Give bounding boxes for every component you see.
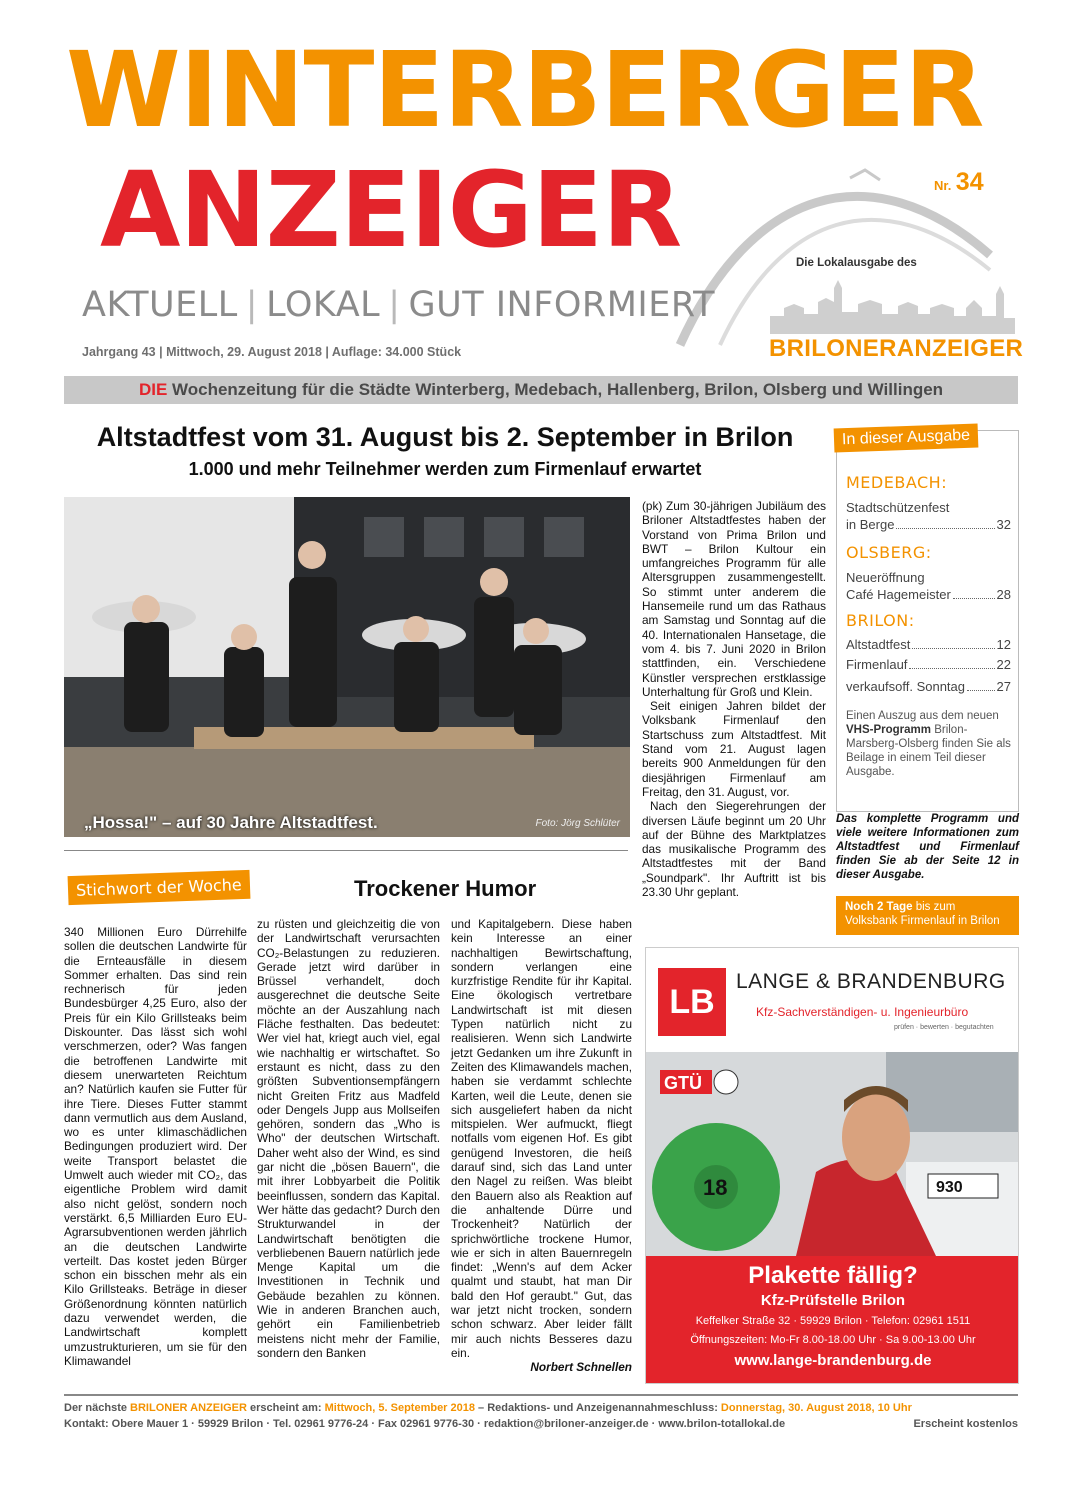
contents-section: MEDEBACH: [846,473,948,492]
program-note: Das komplette Programm und viele weitere Informationen zum Altstadtfest und Firmenlauf finden Sie ab der Seite 12 in dieser Ausgabe. [836,813,1019,881]
lead-subhead: 1.000 und mehr Teilnehmer werden zum Firmenlauf erwartet [188,459,702,479]
contents-item[interactable]: Café Hagemeister 28 [846,587,1011,602]
tagline-text: Wochenzeitung für die Städte Winterberg, Medebach, Hallenberg, Brilon, Olsberg und Willingen [167,380,944,399]
ad-footer [646,1256,1019,1384]
slogan: AKTUELL | LOKAL | GUT INFORMIERT [82,285,716,325]
ad-hours: Öffnungszeiten: Mo-Fr 8.00-18.00 Uhr · Sa 9.00-13.00 Uhr [690,1334,976,1346]
contents-item[interactable]: in Berge 32 [846,517,1011,532]
contents-tag: In dieser Ausgabe [834,423,979,452]
tagline-band [64,376,1018,404]
column-label: Stichwort der Woche [68,870,251,905]
ad-url[interactable]: www.lange-brandenburg.de [734,1352,932,1369]
footer-free: Erscheint kostenlos [913,1418,1018,1430]
column-text-3: und Kapitalgebern. Diese haben kein Interesse an einer nachhaltigen Bewirtschaftung, sondern verlangen eine kurzfristige Rendite für ihr Kapital. Eine ökologisch vertretbare Landwirtschaft ist mit diesen Typen natürlich nicht zu realisieren. Wenn sich Landwirte jetzt Gedanken um ihre Zukunft in Zeiten des Klimawandels machen, haben sie verdammt schlechte Karten, weil die Leute, denen sie sich ausgeliefert haben da nicht mitspielen. Wer aufmuckt, fliegt notfalls vom eigenen Hof. Es gibt genügend Investoren, die heiß darauf sind, sich das Land unter den Nagel zu reißen. Was bleibt den Bauern also als Reaktion auf die anhaltende Dürre und Trockenheit? Natürlich der sprichwörtliche trockene Humor, wie er sich in alten Bauernregeln findet: „Wenn's auf dem Acker qualmt und staubt, hat man Dir bald den Hof geraubt." Gut, das war jetzt nicht trocken, sondern schon schwarz. Aber leider fällt mir auch nichts Besseres dazu ein. Norbert Schnellen [451,917,632,1375]
photo-caption: „Hossa!" – auf 30 Jahre Altstadtfest. [84,813,378,832]
ad-company: LANGE & BRANDENBURG [736,970,1006,993]
contents-item[interactable]: Firmenlauf 22 [846,657,1011,672]
ad-subtitle: Kfz-Sachverständigen- u. Ingenieurbüro [756,1005,969,1019]
issue-number-value: 34 [955,168,984,196]
photo-credit: Foto: Jörg Schlüter [535,818,620,829]
plate-year: 18 [703,1175,728,1200]
issue-info: Jahrgang 43 | Mittwoch, 29. August 2018 | Auflage: 34.000 Stück [82,345,462,359]
ad-tagline: prüfen · bewerten · begutachten [894,1024,994,1031]
briloner-anzeiger-logo: BRILONERANZEIGER [769,335,1024,362]
contents-section: OLSBERG: [846,543,932,562]
ad-address: Keffelker Straße 32 · 59929 Brilon · Telefon: 02961 1511 [695,1315,971,1327]
lead-body [642,499,826,899]
gtu-logo: GTÜ [664,1073,702,1093]
contents-item[interactable]: verkaufsoff. Sonntag 27 [846,679,1011,694]
contents-item[interactable]: Stadtschützenfest [846,500,950,515]
advertisement[interactable] [645,947,1019,1384]
vhs-note: Einen Auszug aus dem neuen VHS-Programm Brilon-Marsberg-Olsberg finden Sie als Beilage in einem Teil dieser Ausgabe. [846,710,1011,778]
slogan-item: LOKAL [266,285,381,325]
footer-contact-text: Kontakt: Obere Mauer 1 · 59929 Brilon · Tel. 02961 9776-24 · Fax 02961 9776-30 · redaktion@briloner-anzeiger.de · www.brilon-totallokal.de [64,1418,786,1430]
contents-box [836,426,1019,812]
tagline-prefix: DIE [138,380,168,399]
countdown-box: Noch 2 Tage bis zum Volksbank Firmenlauf in Brilon [836,896,1019,935]
local-edition-label: Die Lokalausgabe des [796,257,917,269]
masthead-title-line2: ANZEIGER [100,149,682,271]
lead-paragraph: (pk) Zum 30-jährigen Jubiläum des Briloner Altstadtfestes haben der Vorstand von Prima Brilon und BWT – Brilon Kultour ein umfangreiches Programm für alle Altersgruppen zusammengestellt. So stimmt unter anderem die Hansemeile rund um das Rathaus am Samstag und Sonntag auf die 40. Internationalen Hansetage, die vom 4. bis 7. Juni 2020 in Brilon stattfinden, ein. Verschiedene Künstler versprechen erstklassige Unterhaltung für Groß und Klein. [642,499,826,699]
lead-paragraph: Nach den Siegerehrungen der diversen Läufe beginnt um 20 Uhr auf der Bühne des Marktplatzes das musikalische Programm des Altstadtfestes mit der Band „Soundpark". Ihr Auftritt ist bis 23.30 Uhr geplant. [642,799,826,900]
lead-photo [64,497,630,837]
slogan-item: GUT INFORMIERT [408,285,716,325]
ad-headline: Plakette fällig? [748,1262,918,1289]
lead-photo-image [64,497,630,837]
footer-contact [64,1418,1018,1430]
town-skyline [770,278,1015,334]
column-author: Norbert Schnellen [530,1360,632,1375]
contents-item[interactable]: Altstadtfest 12 [846,637,1011,652]
lead-paragraph: Seit einigen Jahren bildet der Volksbank Firmenlauf den Startschuss zum Altstadtfest. Mit Stand vom 21. August lagen bereits 900 Anmeldungen für den diesjährigen Firmenlauf am Freitag, den 31. August, vor. [642,699,826,799]
lead-headline: Altstadtfest vom 31. August bis 2. September in Brilon [96,422,794,452]
ad-photo [646,1052,1019,1256]
column-title: Trockener Humor [354,876,537,901]
ad-subhead: Kfz-Prüfstelle Brilon [760,1292,906,1309]
column-text-2: zu rüsten und gleichzeitig die von der Landwirtschaft verursachten CO₂-Belastungen zu reduzieren. Gerade jetzt wird darüber in Brüssel verhandelt, doch ausgerechnet die deutsche Seite möchte an der Auszahlung nach Fläche festhalten. Das bedeutet: Wer viel hat, kriegt auch viel, egal wie nachhaltig er wirtschaftet. So erstaunt es nicht, dass zu den größten Subventionsempfängern nicht Greiten Fritz aus Madfeld oder Dengels Jupp aus Mollseifen gehören, sondern das „Who is Who" der deutschen Wirtschaft. Daher weht also der Wind, es sind gar nicht die „bösen Bauern", die mit ihrer Lobbyarbeit die Politik beeinflussen, sondern das Kapital. Wer hätte das gedacht? Durch den Strukturwandel in der Landwirtschaft benötigten die verbliebenen Bauern natürlich jede Menge Kapital um die Investitionen in Technik und Gebäude bezahlen zu können. Wie in anderen Branchen auch, gehört ein Familienbetrieb meistens nicht mehr der Familie, sondern den Banken [257,917,440,1360]
issue-number [934,168,984,197]
masthead-title-line1: WINTERBERGER [66,29,984,151]
lb-logo: LB [658,968,726,1036]
footer-next-issue: Der nächste BRILONER ANZEIGER erscheint am: Mittwoch, 5. September 2018 – Redaktions- und Anzeigenannahmeschluss: Donnerstag, 30. August 2018, 10 Uhr [64,1402,912,1414]
issue-number-label: Nr. [934,178,952,193]
contents-item[interactable]: Neueröffnung [846,570,925,585]
contents-section: BRILON: [846,611,915,630]
section-divider [64,850,628,851]
footer-divider [64,1394,1018,1396]
slogan-item: AKTUELL [82,285,238,325]
column-text-1: 340 Millionen Euro Dürrehilfe sollen die deutschen Landwirte für die Ernteausfälle in diesem Sommer erhalten. Das sind rein rechnerisch für jeden Bundesbürger 4,25 Euro, also der Preis für ein Kilo Grillsteaks beim Diskounter. Das lässt sich wohl verschmerzen, oder? Was fangen die betroffenen Landwirte mit diesem unerwarteten Reichtum an? Natürlich kaufen sie Futter für ihre Tiere. Dieses Futter stammt dann vermutlich aus dem Ausland, wo es unter klimaschädlichen Bedingungen produziert wird. Der weite Transport belastet die Umwelt auch wieder mit CO₂, das eigentliche Problem wird damit also nicht gelöst, sondern noch verstärkt. 6,5 Milliarden Euro EU-Agrarsubventionen werden jährlich an die deutschen Landwirte verteilt. Das kostet jeden Bürger schon ein bisschen mehr als ein Kilo Grillsteaks. Beträge in dieser Größenordnung könnten natürlich dazu verwendet werden, die Landwirtschaft komplett umzustrukturieren, um sie für den Klimawandel [64,925,247,1368]
plate-text: 930 [936,1179,963,1196]
